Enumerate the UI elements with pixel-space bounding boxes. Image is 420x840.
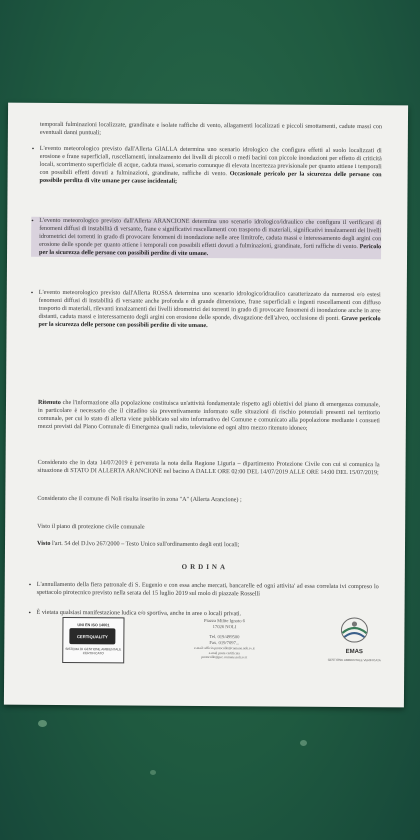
bullet-arancione [31,217,381,260]
visto-piano-paragraph [37,523,379,533]
visto-tuel-paragraph [37,540,379,550]
address-email: e-mail: ufficio.protocollo@comune.noli.sv.it [194,645,255,651]
rossa-warning: Grave pericolo per la sicurezza delle persone con possibili perdite di vite umane. [38,316,381,330]
rossa-text: L'evento meteorologico previsto dall'Allerta ROSSA determina uno scenario idrologico/idraulico caratterizzato da numerosi e/o estesi fenomeni diffusi di instabilità di versante anche profonda e di grande dimensione, frane superficiali e ingenti ruscellamenti con diffuso trasporto di materiali, rilevanti innalzamenti dei livelli idrometrici dei torrenti in grado di provocare fenomeni di inondazione anche in aree distanti, caduta massi e interessamento degli argini con erosione delle sponde, divagazione dell'alveo, occlusione di ponti. [38,289,381,323]
cert-name: CERTIQUALITY [76,634,108,640]
address-tel: Tel. 019/499500 [209,634,240,640]
ordina-heading: ORDINA [181,562,229,572]
address-pec: protocollo@pec.comune.noli.sv.it [201,654,248,660]
ordina-text-1: L'annullamento della fiera patronale di S. Eugenio e con essa anche mercati, bancarelle ed ogni attivita' ad essa correlata ivi compreso lo spettacolo pirotecnico previsto nella serata del 15 luglio 2019 sul molo di piazzale Rosselli [36,581,379,598]
address-street: Piazza Milite Ignoto 6 [203,617,245,624]
bullet-rossa [31,289,381,332]
gialla-warning: Occasionale pericolo per la sicurezza delle persone con possibile perdita di vite umane per cause incidentali; [39,171,382,186]
municipality-address [164,618,284,660]
address-city: 17026 NOLI [212,624,237,630]
ordinance-page [4,103,408,708]
bullet-icon: • [31,144,35,153]
considerato-paragraph-2 [37,495,379,505]
considerato-text-2: Considerato che il comune di Noli risulta inserito in zona "A" (Allerta Arancione) ; [37,495,242,504]
emas-logo [324,615,384,663]
visto-tuel-text: l'art. 54 del D.lvo 267/2000 – Testo Unico sull'ordinamento degli enti locali; [51,540,240,549]
address-fax: Fax. 019/7097... [209,640,240,646]
gialla-text: L'evento meteorologico previsto dall'Allerta GIALLA determina uno scenario idrologico che configura effetti al suolo localizzati di erosione e frane superficiali, ruscellamenti, innalzamento dei livelli di piccoli o medi bacini con piccole inondazioni per effetto di criticità locali, scorrimento superficiale di acque, caduta massi, scenario comunque di elevata incertezza previsionale per quanto attiene i temporali con possibili effetti dovuti a fulminazioni, grandinate, raffiche di vento. [39,145,382,178]
bullet-icon: • [31,216,34,225]
background-fleck [38,720,47,727]
visto-label: Visto [37,540,51,547]
ordina-item-1 [29,581,379,600]
background-fleck [150,770,156,775]
certiquality-logo [62,617,124,663]
address-pec-label: e-mail posta certificata [208,650,240,655]
cert-badge [69,628,115,644]
ritenuto-paragraph [38,399,380,434]
ordina-text-2: È vietata qualsiasi manifestazione ludica e/o sportiva, anche in aree o locali privati. [36,609,242,618]
visto-piano-text: Visto il piano di protezione civile comunale [37,523,145,531]
bullet-icon: • [28,608,32,617]
considerato-text-1: Considerato che in data 14/07/2019 è pervenuta la nota della Regione Liguria – dipartimento Protezione Civile con cui si comunica la situazione di STATO DI ALLERTA ARANCIONE nel bacino A DALLE ORE 02:00 DEL 14/07/2019 ALLE ORE 14:00 DEL 15/07/2019; [37,459,380,477]
ritenuto-label: Ritenuto [37,399,61,406]
intro-text: temporali fulminazioni localizzate, grandinate e isolate raffiche di vento, allagamenti localizzati e piccoli smottamenti, cadute massi con eventuali danni puntuali; [39,121,382,137]
considerato-paragraph-1 [38,459,380,478]
emas-icon [324,615,384,649]
emas-label: EMAS [345,648,363,656]
bullet-icon: • [28,580,32,589]
background-fleck [300,740,307,746]
arancione-warning: Pericolo per la sicurezza delle persone con possibili perdite di vite umane. [39,244,382,258]
intro-paragraph [40,121,382,140]
arancione-text: L'evento meteorologico previsto dall'Allerta ARANCIONE determina uno scenario idrologico/idraulico che configura il verificarsi di fenomeni diffusi di instabilità di versante, frane e significativi ruscellamenti con trasporto di materiali, significativi innalzamenti dei livelli idrometrici dei torrenti in grado di provocare fenomeni di inondazione nelle aree limitrofe, caduta massi e interessamento degli argini con erosione delle sponde per quanto attiene i temporali con possibili effetti dovuti a fulminazioni, grandinate, forti raffiche di vento. [39,217,382,251]
emas-subtitle: GESTIONE AMBIENTALE VERIFICATA [327,657,381,663]
cert-standard: UNI EN ISO 14001 [77,623,110,628]
ritenuto-text: che l'informazione alla popolazione costituisca un'attività fondamentale rispetto agli obiettivi del piano di emergenza comunale, in particolare è necessario che il cittadino sia preventivamente informato sulle situazioni di rischio potenziali presenti nel territorio comunale, per cui lo stato di allerta viene pubblicato sul sito informativo del Comune e comunicato alla popolazione mediante i consueti mezzi previsti dal Piano Comunale di Emergenza quali radio, televisione ed ogni altro mezzo ritenuto idoneo; [37,399,381,432]
cert-caption: SISTEMA DI GESTIONE AMBIENTALE CERTIFICATO [65,647,122,656]
bullet-gialla [32,145,382,188]
bullet-icon: • [30,288,34,297]
